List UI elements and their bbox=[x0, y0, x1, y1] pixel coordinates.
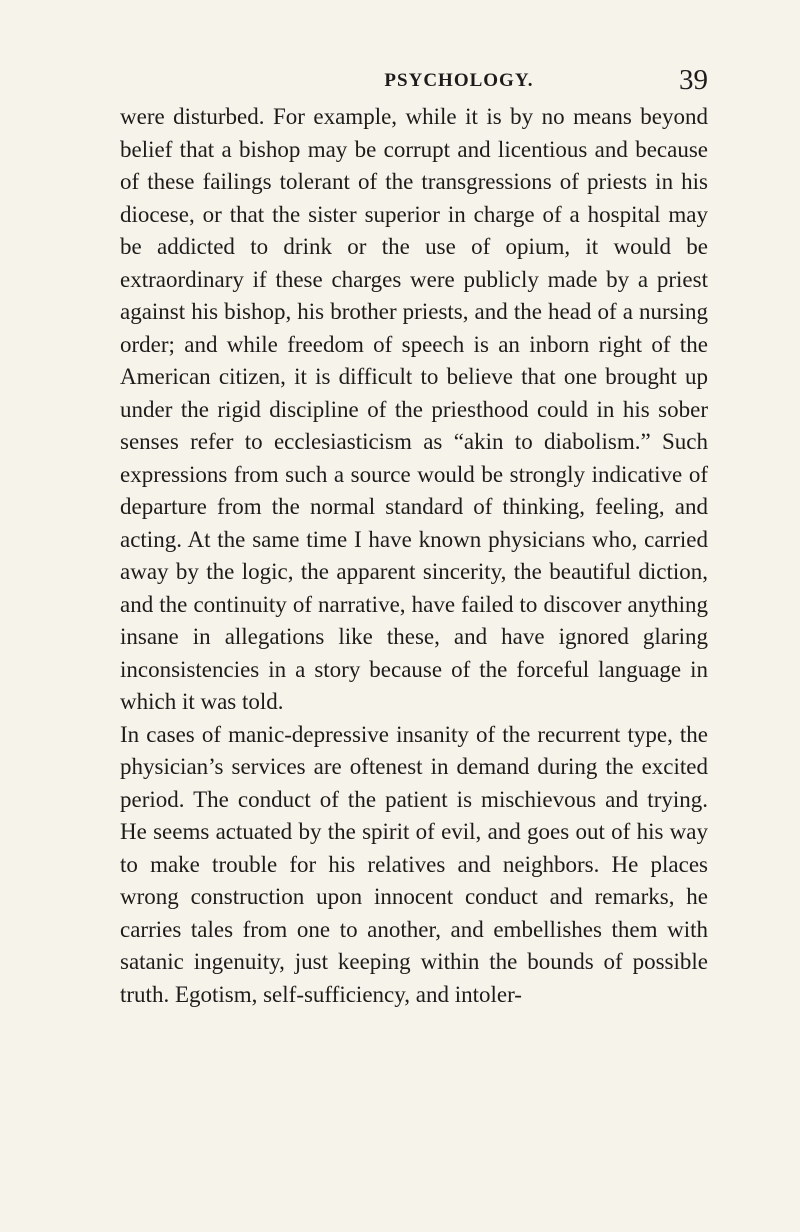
body-text bbox=[120, 101, 708, 1011]
page-number: 39 bbox=[679, 64, 708, 96]
running-head bbox=[120, 64, 708, 104]
paragraph: In cases of manic-depressive insanity of the recurrent type, the physician’s services are oftenest in demand during the excited period. The conduct of the patient is mischievous and trying. He seems actuated by the spirit of evil, and goes out of his way to make trouble for his relatives and neighbors. He places wrong construction upon innocent conduct and remarks, he carries tales from one to another, and embellishes them with satanic ingenuity, just keeping within the bounds of possible truth. Egotism, self-sufficiency, and intoler- bbox=[120, 721, 708, 1007]
running-title: PSYCHOLOGY. bbox=[384, 70, 534, 91]
paragraph: were disturbed. For example, while it is by no means beyond belief that a bishop may be corrupt and licentious and because of these failings tolerant of the transgressions of priests in his diocese, or that the sister superior in charge of a hospital may be addicted to drink or the use of opium, it would be extraordinary if these charges were publicly made by a priest against his bishop, his brother priests, and the head of a nursing order; and while freedom of speech is an inborn right of the American citizen, it is difficult to believe that one brought up under the rigid discipline of the priesthood could in his sober senses refer to ecclesiasticism as “akin to diabolism.” Such expressions from such a source would be strongly indicative of departure from the normal standard of thinking, feeling, and acting. At the same time I have known physicians who, carried away by the logic, the apparent sincerity, the beautiful diction, and the continuity of narrative, have failed to discover anything insane in allegations like these, and have ignored glaring inconsistencies in a story because of the forceful language in which it was told. bbox=[120, 104, 708, 714]
